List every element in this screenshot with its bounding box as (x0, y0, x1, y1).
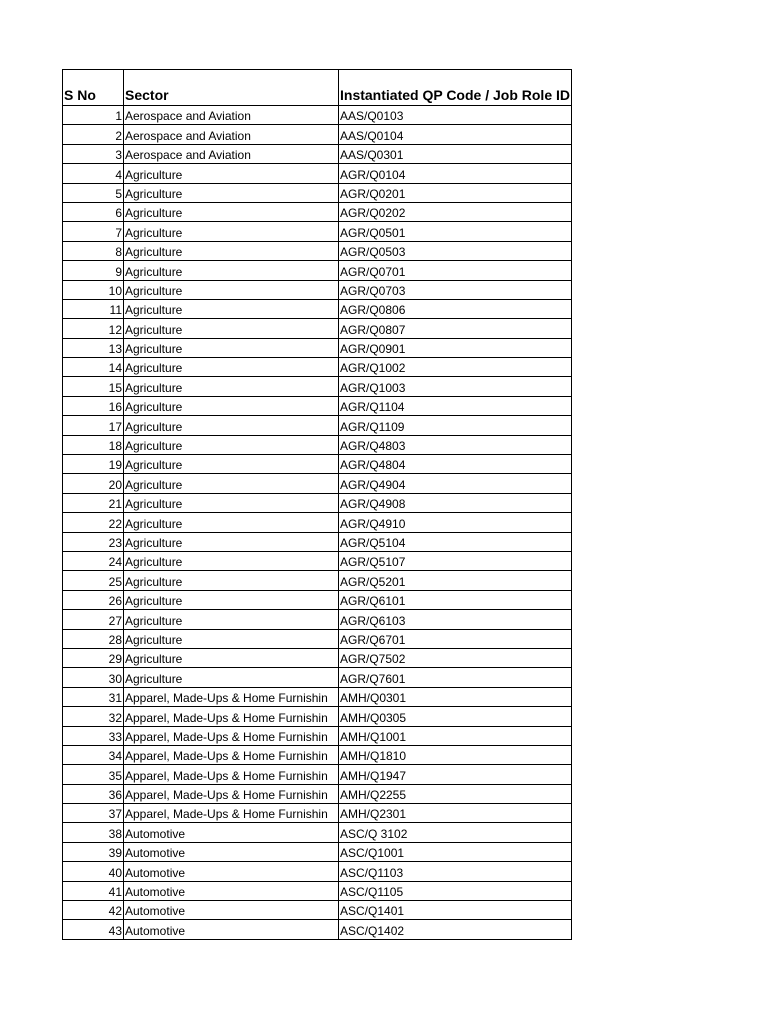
column-header-qp-code: Instantiated QP Code / Job Role ID (339, 70, 572, 106)
table-row (63, 687, 572, 706)
cell-sector: Aerospace and Aviation (124, 144, 339, 163)
cell-sector: Agriculture (124, 590, 339, 609)
cell-sector: Automotive (124, 862, 339, 881)
table-row (63, 241, 572, 260)
table-row (63, 164, 572, 183)
cell-qp-code: AGR/Q7601 (339, 668, 572, 687)
cell-sno: 21 (63, 493, 124, 512)
cell-sector: Agriculture (124, 668, 339, 687)
cell-sector: Agriculture (124, 474, 339, 493)
cell-sector: Agriculture (124, 396, 339, 415)
table-row (63, 261, 572, 280)
cell-sector: Agriculture (124, 493, 339, 512)
cell-sector: Aerospace and Aviation (124, 106, 339, 125)
table-row (63, 648, 572, 667)
column-header-sno: S No (63, 70, 124, 106)
cell-sno: 34 (63, 745, 124, 764)
table-row (63, 280, 572, 299)
cell-sno: 5 (63, 183, 124, 202)
cell-qp-code: AGR/Q0806 (339, 299, 572, 318)
table-row (63, 571, 572, 590)
cell-sector: Agriculture (124, 377, 339, 396)
cell-sno: 18 (63, 435, 124, 454)
cell-sno: 20 (63, 474, 124, 493)
cell-sno: 10 (63, 280, 124, 299)
cell-qp-code: ASC/Q1001 (339, 842, 572, 861)
cell-sno: 24 (63, 551, 124, 570)
cell-sector: Agriculture (124, 610, 339, 629)
column-header-sector: Sector (124, 70, 339, 106)
table-row (63, 532, 572, 551)
cell-sector: Apparel, Made-Ups & Home Furnishin (124, 804, 339, 823)
cell-sno: 37 (63, 804, 124, 823)
cell-sector: Automotive (124, 842, 339, 861)
cell-qp-code: AGR/Q6701 (339, 629, 572, 648)
cell-qp-code: AGR/Q5201 (339, 571, 572, 590)
cell-sno: 33 (63, 726, 124, 745)
cell-sector: Agriculture (124, 551, 339, 570)
cell-qp-code: AMH/Q0301 (339, 687, 572, 706)
cell-sector: Agriculture (124, 241, 339, 260)
cell-qp-code: AGR/Q4908 (339, 493, 572, 512)
table-row (63, 707, 572, 726)
cell-sector: Agriculture (124, 435, 339, 454)
cell-qp-code: AGR/Q1104 (339, 396, 572, 415)
cell-sector: Agriculture (124, 164, 339, 183)
table-row (63, 299, 572, 318)
cell-sector: Agriculture (124, 629, 339, 648)
cell-sno: 35 (63, 765, 124, 784)
table-row (63, 493, 572, 512)
cell-sno: 2 (63, 125, 124, 144)
cell-qp-code: AGR/Q5104 (339, 532, 572, 551)
cell-sector: Automotive (124, 881, 339, 900)
cell-sector: Agriculture (124, 183, 339, 202)
qp-code-table (62, 69, 572, 940)
cell-sno: 1 (63, 106, 124, 125)
cell-sno: 41 (63, 881, 124, 900)
table-row (63, 881, 572, 900)
cell-sector: Automotive (124, 823, 339, 842)
table-row (63, 144, 572, 163)
table-row (63, 435, 572, 454)
table-row (63, 804, 572, 823)
cell-qp-code: AGR/Q0901 (339, 338, 572, 357)
cell-sector: Aerospace and Aviation (124, 125, 339, 144)
table-row (63, 455, 572, 474)
table-row (63, 125, 572, 144)
table-row (63, 377, 572, 396)
cell-sector: Apparel, Made-Ups & Home Furnishin (124, 726, 339, 745)
cell-qp-code: ASC/Q1103 (339, 862, 572, 881)
table-row (63, 842, 572, 861)
cell-sno: 23 (63, 532, 124, 551)
cell-qp-code: AGR/Q1003 (339, 377, 572, 396)
cell-sno: 13 (63, 338, 124, 357)
table-row (63, 745, 572, 764)
cell-qp-code: ASC/Q1402 (339, 920, 572, 939)
cell-sno: 28 (63, 629, 124, 648)
cell-sector: Agriculture (124, 455, 339, 474)
table-row (63, 610, 572, 629)
table-row (63, 416, 572, 435)
cell-qp-code: AGR/Q0104 (339, 164, 572, 183)
cell-sno: 7 (63, 222, 124, 241)
cell-qp-code: AGR/Q0202 (339, 202, 572, 221)
cell-qp-code: AMH/Q2255 (339, 784, 572, 803)
cell-sno: 38 (63, 823, 124, 842)
cell-sector: Agriculture (124, 222, 339, 241)
cell-sno: 26 (63, 590, 124, 609)
cell-sno: 29 (63, 648, 124, 667)
table-row (63, 668, 572, 687)
cell-qp-code: AGR/Q6103 (339, 610, 572, 629)
cell-sno: 42 (63, 901, 124, 920)
cell-sno: 8 (63, 241, 124, 260)
cell-sno: 14 (63, 358, 124, 377)
cell-sector: Agriculture (124, 338, 339, 357)
table-row (63, 183, 572, 202)
cell-sector: Apparel, Made-Ups & Home Furnishin (124, 784, 339, 803)
cell-sno: 39 (63, 842, 124, 861)
cell-qp-code: AGR/Q0807 (339, 319, 572, 338)
cell-sno: 17 (63, 416, 124, 435)
cell-qp-code: AMH/Q2301 (339, 804, 572, 823)
cell-sector: Agriculture (124, 358, 339, 377)
table-row (63, 590, 572, 609)
cell-sno: 15 (63, 377, 124, 396)
cell-qp-code: AGR/Q0703 (339, 280, 572, 299)
cell-sector: Automotive (124, 901, 339, 920)
table-row (63, 551, 572, 570)
cell-sno: 4 (63, 164, 124, 183)
cell-sector: Agriculture (124, 299, 339, 318)
table-row (63, 823, 572, 842)
cell-sector: Apparel, Made-Ups & Home Furnishin (124, 765, 339, 784)
cell-sector: Agriculture (124, 648, 339, 667)
cell-qp-code: AGR/Q0501 (339, 222, 572, 241)
cell-sno: 3 (63, 144, 124, 163)
cell-qp-code: AAS/Q0104 (339, 125, 572, 144)
table-row (63, 784, 572, 803)
cell-qp-code: AGR/Q0701 (339, 261, 572, 280)
cell-sno: 19 (63, 455, 124, 474)
cell-qp-code: ASC/Q1105 (339, 881, 572, 900)
cell-qp-code: AGR/Q7502 (339, 648, 572, 667)
header-row (63, 70, 572, 106)
cell-sector: Agriculture (124, 571, 339, 590)
table-row (63, 396, 572, 415)
cell-qp-code: AGR/Q5107 (339, 551, 572, 570)
table-row (63, 726, 572, 745)
cell-sector: Agriculture (124, 261, 339, 280)
table-row (63, 106, 572, 125)
cell-qp-code: AGR/Q0201 (339, 183, 572, 202)
table-row (63, 358, 572, 377)
cell-sector: Agriculture (124, 280, 339, 299)
cell-sno: 11 (63, 299, 124, 318)
cell-sector: Apparel, Made-Ups & Home Furnishin (124, 707, 339, 726)
cell-sector: Automotive (124, 920, 339, 939)
cell-sector: Agriculture (124, 202, 339, 221)
cell-qp-code: AMH/Q1810 (339, 745, 572, 764)
table-row (63, 920, 572, 939)
cell-qp-code: ASC/Q 3102 (339, 823, 572, 842)
table-row (63, 319, 572, 338)
table-row (63, 901, 572, 920)
table-row (63, 338, 572, 357)
cell-qp-code: AGR/Q0503 (339, 241, 572, 260)
cell-qp-code: AGR/Q4904 (339, 474, 572, 493)
cell-sno: 36 (63, 784, 124, 803)
table-row (63, 513, 572, 532)
cell-sector: Apparel, Made-Ups & Home Furnishin (124, 687, 339, 706)
cell-qp-code: AGR/Q4910 (339, 513, 572, 532)
cell-sector: Agriculture (124, 513, 339, 532)
cell-sno: 9 (63, 261, 124, 280)
cell-qp-code: ASC/Q1401 (339, 901, 572, 920)
cell-sno: 22 (63, 513, 124, 532)
cell-qp-code: AAS/Q0103 (339, 106, 572, 125)
cell-sector: Agriculture (124, 319, 339, 338)
cell-sno: 27 (63, 610, 124, 629)
table-row (63, 629, 572, 648)
cell-sno: 31 (63, 687, 124, 706)
cell-sno: 25 (63, 571, 124, 590)
cell-sno: 43 (63, 920, 124, 939)
table-row (63, 765, 572, 784)
cell-sno: 32 (63, 707, 124, 726)
table-body (63, 106, 572, 940)
cell-qp-code: AGR/Q1109 (339, 416, 572, 435)
cell-qp-code: AMH/Q1947 (339, 765, 572, 784)
cell-sno: 40 (63, 862, 124, 881)
cell-sno: 6 (63, 202, 124, 221)
table-row (63, 202, 572, 221)
cell-sector: Apparel, Made-Ups & Home Furnishin (124, 745, 339, 764)
cell-sno: 12 (63, 319, 124, 338)
cell-qp-code: AGR/Q4804 (339, 455, 572, 474)
table-row (63, 862, 572, 881)
cell-qp-code: AGR/Q4803 (339, 435, 572, 454)
cell-sector: Agriculture (124, 532, 339, 551)
cell-qp-code: AGR/Q6101 (339, 590, 572, 609)
cell-sno: 16 (63, 396, 124, 415)
cell-qp-code: AMH/Q1001 (339, 726, 572, 745)
cell-sno: 30 (63, 668, 124, 687)
cell-qp-code: AAS/Q0301 (339, 144, 572, 163)
cell-sector: Agriculture (124, 416, 339, 435)
table-row (63, 222, 572, 241)
table-row (63, 474, 572, 493)
cell-qp-code: AMH/Q0305 (339, 707, 572, 726)
cell-qp-code: AGR/Q1002 (339, 358, 572, 377)
